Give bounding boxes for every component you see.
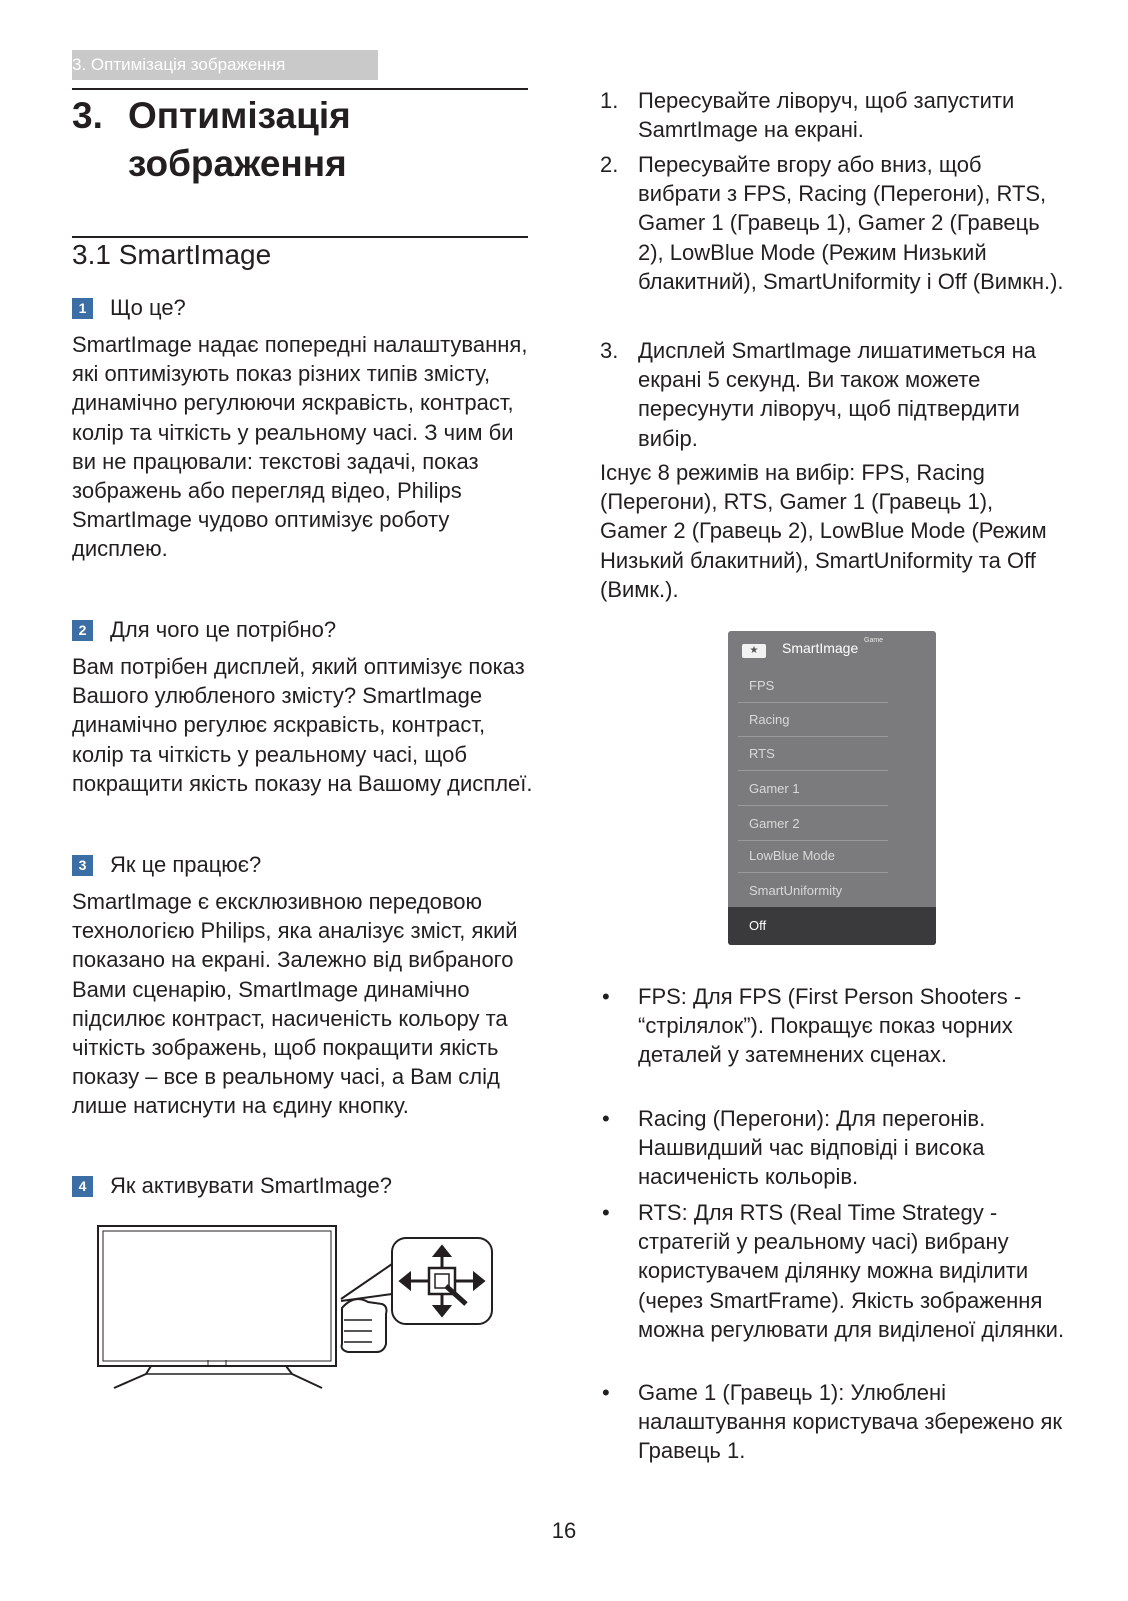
- osd-item-gamer-2[interactable]: [728, 807, 936, 841]
- osd-separator: [738, 872, 888, 873]
- paragraph-how-it-works: SmartImage є ексклюзивною передовою технологією Philips, яка аналізує зміст, який показано на екрані. Залежно від вибраного Вами сценарію, SmartImage динамічно підсилює контраст, насиченість кольору та чіткість зображень, щоб покращити якість показу – все в реальному часі, а Вам слід лише натиснути на єдину кнопку.: [72, 889, 518, 1119]
- step-text: Дисплей SmartImage лишатиметься на екрані 5 секунд. Ви також можете пересунути ліворуч, щоб підтвердити вибір.: [638, 338, 1036, 451]
- monitor-joystick-illustration: [86, 1224, 516, 1404]
- bullet-dot: •: [602, 1106, 610, 1131]
- modes-paragraph: Існує 8 режимів на вибір: FPS, Racing (Перегони), RTS, Gamer 1 (Гравець 1), Gamer 2 (Гравець 2), LowBlue Mode (Режим Низький блакитний), SmartUniformity та Off (Вимк.).: [600, 460, 1047, 602]
- step-badge-1: 1: [72, 298, 93, 319]
- osd-item-gamer-1[interactable]: [728, 772, 936, 806]
- osd-title-superscript: Game: [864, 637, 884, 644]
- step-text: Пересувайте ліворуч, щоб запустити SamrtImage на екрані.: [638, 88, 1015, 143]
- chapter-title-text: Оптимізація зображення: [128, 95, 351, 184]
- osd-item-fps[interactable]: [728, 669, 936, 703]
- osd-item-racing[interactable]: [728, 703, 936, 737]
- bullet-dot: •: [602, 1200, 610, 1225]
- osd-separator: [738, 770, 888, 771]
- step-number: 1.: [600, 88, 619, 113]
- page-number: 16: [551, 1518, 577, 1543]
- osd-item-label: Off: [749, 918, 767, 933]
- bullet-text: Racing (Перегони): Для перегонів. Нашвидший час відповіді і висока насиченість кольорів.: [638, 1106, 986, 1190]
- osd-item-rts[interactable]: [728, 737, 936, 771]
- bullet-text: RTS: Для RTS (Real Time Strategy - стратегій у реальному часі) вибрану користувачем ділянку можна виділити (через SmartFrame). Якість зображення можна регулювати для виділеної ділянки.: [638, 1200, 1065, 1342]
- section-title: 3.1 SmartImage: [72, 239, 272, 270]
- osd-item-lowblue-mode[interactable]: [728, 839, 936, 873]
- header-divider: [72, 88, 528, 90]
- star-icon: ★: [742, 644, 766, 658]
- paragraph-what-is: SmartImage надає попередні налаштування, які оптимізують показ різних типів змісту, динамічно регулюючи яскравість, контраст, колір та чіткість у реальному часі. З чим би ви не працювали: текстові задачі, показ зображень або перегляд відео, Philips SmartImage чудово оптимізує роботу дисплею.: [72, 332, 528, 562]
- osd-item-label: Gamer 2: [749, 816, 800, 831]
- step-number: 3.: [600, 338, 619, 363]
- chapter-number: 3.: [72, 95, 103, 136]
- question-title-2: Для чого це потрібно?: [110, 617, 337, 642]
- osd-header: [728, 631, 936, 669]
- bullet-text: FPS: Для FPS (First Person Shooters - “стрілялок”). Покращує показ чорних деталей у затемнених сценах.: [638, 984, 1022, 1068]
- osd-item-label: LowBlue Mode: [749, 848, 835, 863]
- step-badge-2: 2: [72, 620, 93, 641]
- running-header: 3. Оптимізація зображення: [72, 50, 378, 80]
- osd-item-label: FPS: [749, 678, 775, 693]
- bullet-dot: •: [602, 984, 610, 1009]
- step-badge-4: 4: [72, 1176, 93, 1197]
- osd-item-label: Racing: [749, 712, 790, 727]
- osd-item-off-selected[interactable]: [728, 907, 936, 945]
- osd-item-label: RTS: [749, 746, 775, 761]
- bullet-dot: •: [602, 1380, 610, 1405]
- hand-icon: [342, 1299, 387, 1352]
- osd-item-label: Gamer 1: [749, 781, 800, 796]
- question-title-3: Як це працює?: [110, 852, 262, 877]
- osd-separator: [738, 805, 888, 806]
- question-title-1: Що це?: [110, 295, 186, 320]
- question-title-4: Як активувати SmartImage?: [110, 1173, 393, 1198]
- osd-title: SmartImage: [782, 640, 859, 656]
- step-number: 2.: [600, 152, 619, 177]
- step-badge-3: 3: [72, 855, 93, 876]
- paragraph-why-needed: Вам потрібен дисплей, який оптимізує показ Вашого улюбленого змісту? SmartImage динамічно регулює яскравість, контраст, колір та чіткість у реальному часі, щоб покращити якість показу на Вашому дисплеї.: [72, 654, 533, 796]
- bullet-text: Game 1 (Гравець 1): Улюблені налаштування користувача збережено як Гравець 1.: [638, 1380, 1063, 1464]
- osd-item-label: SmartUniformity: [749, 883, 843, 898]
- smartimage-osd-menu: [728, 631, 936, 945]
- step-text: Пересувайте вгору або вниз, щоб вибрати з FPS, Racing (Перегони), RTS, Gamer 1 (Гравець 1), Gamer 2 (Гравець 2), LowBlue Mode (Режим Низький блакитний), SmartUniformity і Off (Вимкн.).: [638, 152, 1064, 294]
- osd-item-smartuniformity[interactable]: [728, 874, 936, 908]
- monitor-icon: [98, 1226, 336, 1388]
